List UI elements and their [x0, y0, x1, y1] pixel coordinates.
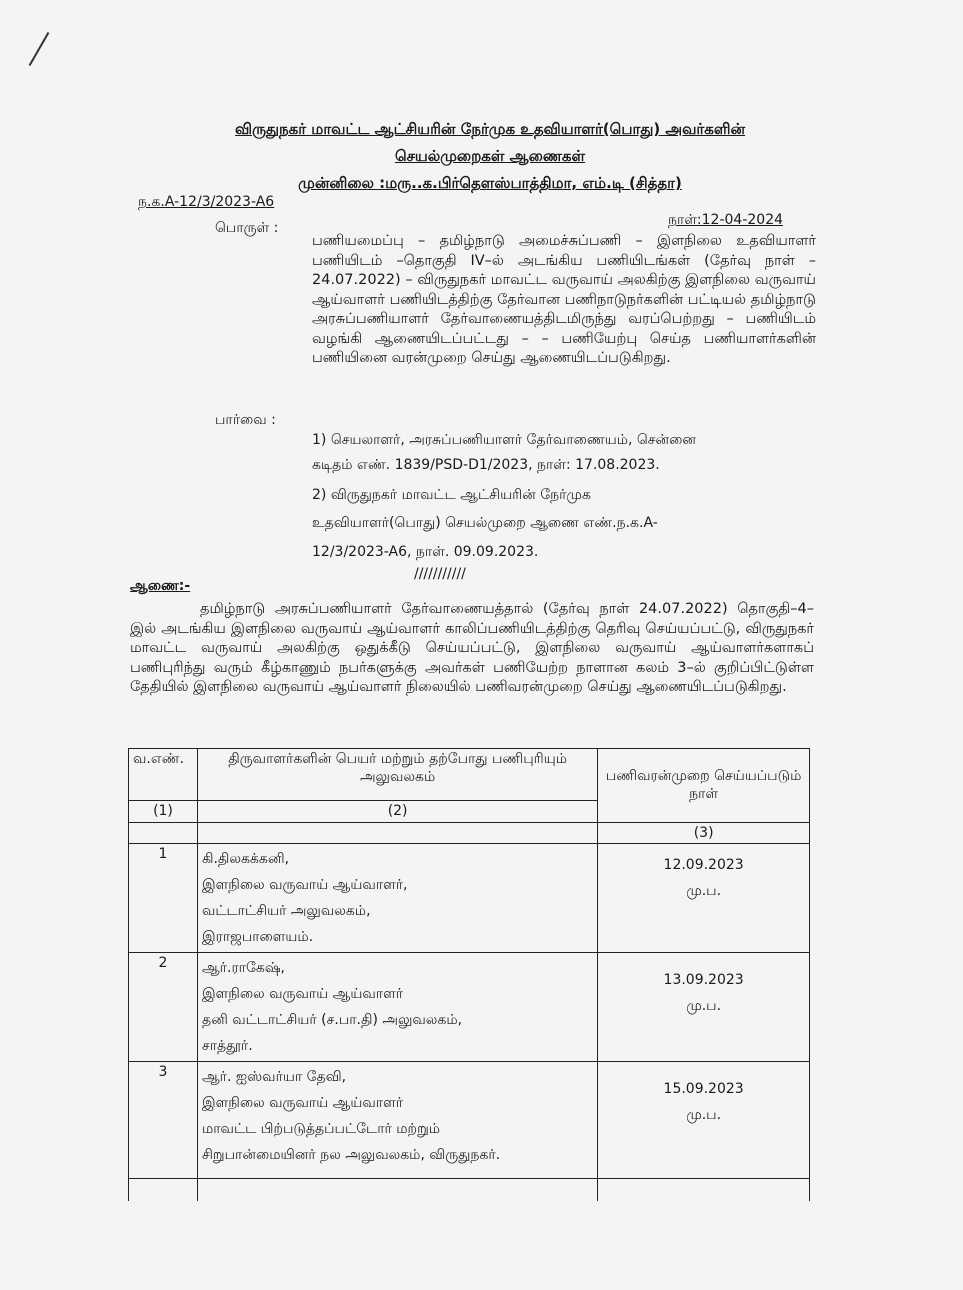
row-designation: இளநிலை வருவாய் ஆய்வாளர்	[201, 1095, 404, 1111]
row-date: 12.09.2023	[663, 857, 744, 873]
row-details	[197, 844, 597, 953]
appointment-table	[128, 748, 810, 1201]
row-date-cell	[598, 1062, 810, 1179]
order-heading: ஆணை:-	[130, 578, 191, 594]
title-line-2: செயல்முறைகள் ஆணைகள்	[394, 147, 586, 165]
row-details	[197, 953, 597, 1062]
reference-2-line-3: 12/3/2023-A6, நாள். 09.09.2023.	[312, 544, 539, 560]
row-session: மு.ப.	[686, 998, 722, 1014]
order-text: தமிழ்நாடு அரசுப்பணியாளர் தேர்வாணையத்தால் (தேர்வு நாள் 24.07.2022) தொகுதி–4– இல் அடங்கிய இளநிலை வருவாய் ஆய்வாளர் காலிப்பணியிடத்திற்கு தெரிவு செய்யப்பட்டு, விருதுநகர் மாவட்ட வருவாய் அலகிற்கு ஒதுக்கீடு செய்யப்பட்டு, இளநிலை வருவாய் ஆய்வாளர்களாகப் பணிபுரிந்து வரும் கீழ்காணும் நபர்களுக்கு அவர்கள் பணியேற்ற நாளான கலம் 3–ல் குறிப்பிட்டுள்ள தேதியில் இளநிலை வருவாய் ஆய்வாளர் நிலையில் பணிவரன்முறை செய்து ஆணையிடப்படுகிறது.	[130, 601, 814, 695]
reference-label: பார்வை :	[215, 412, 276, 428]
row-details	[197, 1062, 597, 1179]
title-line-1: விருதுநகர் மாவட்ட ஆட்சியரின் நேர்முக உதவியாளர்(பொது) அவர்களின்	[235, 120, 745, 138]
row-name: ஆர்.ராகேஷ்,	[201, 960, 285, 976]
row-name: கி.திலகக்கனி,	[201, 851, 290, 867]
colnum-1: (1)	[129, 801, 198, 823]
table-row	[129, 953, 810, 1062]
header-name-office: திருவாளர்களின் பெயர் மற்றும் தற்போது பணிபுரியும் அலுவலகம்	[197, 749, 597, 801]
table-row	[129, 844, 810, 953]
row-date: 15.09.2023	[663, 1081, 744, 1097]
row-name: ஆர். ஐஸ்வர்யா தேவி,	[201, 1069, 347, 1085]
reference-2-line-1: 2) விருதுநகர் மாவட்ட ஆட்சியரின் நேர்முக	[312, 487, 591, 503]
pen-mark	[29, 32, 50, 66]
table-row-empty	[129, 1179, 810, 1201]
separator: ///////////	[414, 566, 466, 582]
table-row	[129, 1062, 810, 1179]
row-serial: 1	[129, 844, 198, 953]
row-serial: 2	[129, 953, 198, 1062]
row-office: வட்டாட்சியர் அலுவலகம்,	[201, 903, 371, 919]
row-date-cell	[598, 844, 810, 953]
colnum-3: (3)	[598, 823, 810, 844]
reference-2-line-2: உதவியாளர்(பொது) செயல்முறை ஆணை எண்.ந.க.A-	[312, 515, 658, 531]
row-place: சாத்தூர்.	[201, 1038, 253, 1054]
row-designation: இளநிலை வருவாய் ஆய்வாளர்	[201, 986, 404, 1002]
row-session: மு.ப.	[686, 1107, 722, 1123]
reference-number: ந.க.A-12/3/2023-A6	[138, 194, 275, 210]
header-regularisation-date: பணிவரன்முறை செய்யப்படும் நாள்	[598, 749, 810, 823]
reference-1-line-1: 1) செயலாளர், அரசுப்பணியாளர் தேர்வாணையம், சென்னை	[312, 432, 696, 448]
reference-1-line-2: கடிதம் எண். 1839/PSD-D1/2023, நாள்: 17.08.2023.	[312, 457, 660, 473]
row-session: மு.ப.	[686, 883, 722, 899]
row-place: இராஜபாளையம்.	[201, 929, 314, 945]
order-date: நாள்:12-04-2024	[668, 212, 784, 228]
header-serial: வ.எண்.	[129, 749, 198, 801]
presence-line: முன்னிலை :மரு..க.பிர்தௌஸ்பாத்திமா, எம்.டி (சித்தா)	[298, 174, 682, 192]
row-serial: 3	[129, 1062, 198, 1179]
colnum-2: (2)	[197, 801, 597, 823]
row-office: மாவட்ட பிற்படுத்தப்பட்டோர் மற்றும்	[201, 1121, 441, 1137]
row-date: 13.09.2023	[663, 972, 744, 988]
row-designation: இளநிலை வருவாய் ஆய்வாளர்,	[201, 877, 408, 893]
subject-label: பொருள் :	[215, 220, 279, 236]
table-header-row	[129, 749, 810, 801]
row-office: தனி வட்டாட்சியர் (ச.பா.தி) அலுவலகம்,	[201, 1012, 463, 1028]
subject-text: பணியமைப்பு – தமிழ்நாடு அமைச்சுப்பணி – இளநிலை உதவியாளர் பணியிடம் –தொகுதி IV–ல் அடங்கிய பணியிடங்கள் (தேர்வு நாள் – 24.07.2022) – விருதுநகர் மாவட்ட வருவாய் அலகிற்கு இளநிலை வருவாய் ஆய்வாளர் பணியிடத்திற்கு தேர்வான பணிநாடுநர்களின் பட்டியல் தமிழ்நாடு அரசுப்பணியாளர் தேர்வாணையத்திடமிருந்து வரப்பெற்றது – பணியிடம் வழங்கி ஆணையிடப்பட்டது – – பணியேற்பு செய்த பணியாளர்களின் பணியினை வரன்முறை செய்து ஆணையிடப்படுகிறது.	[312, 233, 816, 366]
row-place: சிறுபான்மையினர் நல அலுவலகம், விருதுநகர்.	[201, 1147, 501, 1163]
row-date-cell	[598, 953, 810, 1062]
